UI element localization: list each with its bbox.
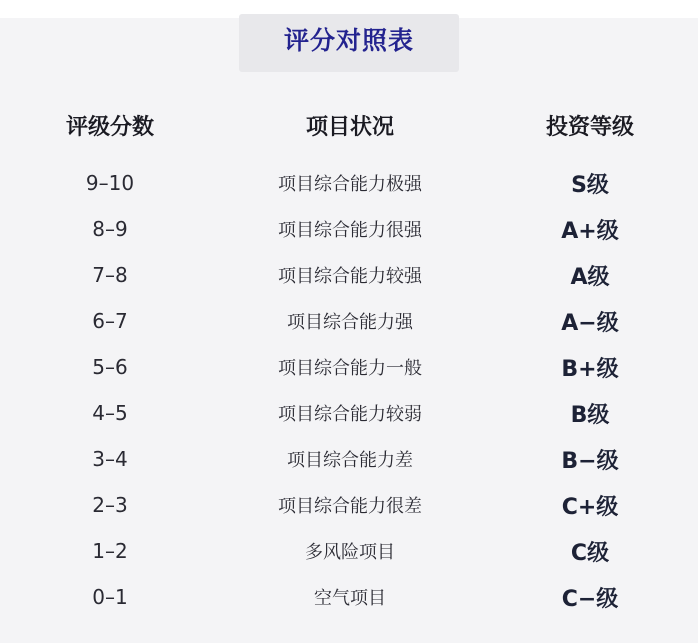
score-cell: 6–7 [92, 309, 128, 333]
status-cell: 项目综合能力强 [287, 312, 413, 333]
status-cell: 项目综合能力一般 [278, 358, 422, 379]
status-cell: 项目综合能力很差 [278, 496, 422, 517]
rating-table [0, 98, 698, 616]
title-box [239, 14, 459, 72]
table-row [0, 248, 698, 294]
status-cell: 项目综合能力较弱 [278, 404, 422, 425]
table-row [0, 156, 698, 202]
table-row [0, 432, 698, 478]
score-cell: 8–9 [92, 217, 128, 241]
score-cell: 0–1 [92, 585, 128, 609]
table-row [0, 478, 698, 524]
status-cell: 空气项目 [314, 588, 386, 609]
header-score: 评级分数 [65, 114, 154, 140]
grade-cell: S级 [571, 172, 609, 198]
table-header [0, 98, 698, 156]
grade-cell: A级 [570, 264, 610, 290]
score-cell: 4–5 [92, 401, 128, 425]
grade-cell: A−级 [561, 310, 619, 336]
table-row [0, 524, 698, 570]
score-cell: 2–3 [92, 493, 128, 517]
score-cell: 3–4 [92, 447, 128, 471]
score-cell: 9–10 [85, 171, 135, 195]
grade-cell: B−级 [561, 448, 619, 474]
header-status: 项目状况 [305, 114, 394, 140]
grade-cell: C级 [570, 540, 610, 566]
score-cell: 7–8 [92, 263, 128, 287]
table-row [0, 340, 698, 386]
grade-cell: C+级 [561, 494, 619, 520]
score-cell: 5–6 [92, 355, 128, 379]
grade-cell: B级 [570, 402, 610, 428]
header-grade: 投资等级 [545, 114, 634, 140]
page-title: 评分对照表 [283, 26, 414, 55]
table-row [0, 570, 698, 616]
table-row [0, 386, 698, 432]
status-cell: 项目综合能力极强 [278, 174, 422, 195]
table-row [0, 202, 698, 248]
grade-cell: B+级 [561, 356, 619, 382]
grade-cell: C−级 [561, 586, 619, 612]
status-cell: 项目综合能力差 [287, 450, 413, 471]
status-cell: 项目综合能力较强 [278, 266, 422, 287]
status-cell: 项目综合能力很强 [278, 220, 422, 241]
score-cell: 1–2 [92, 539, 128, 563]
status-cell: 多风险项目 [305, 542, 395, 563]
grade-cell: A+级 [561, 218, 619, 244]
table-row [0, 294, 698, 340]
